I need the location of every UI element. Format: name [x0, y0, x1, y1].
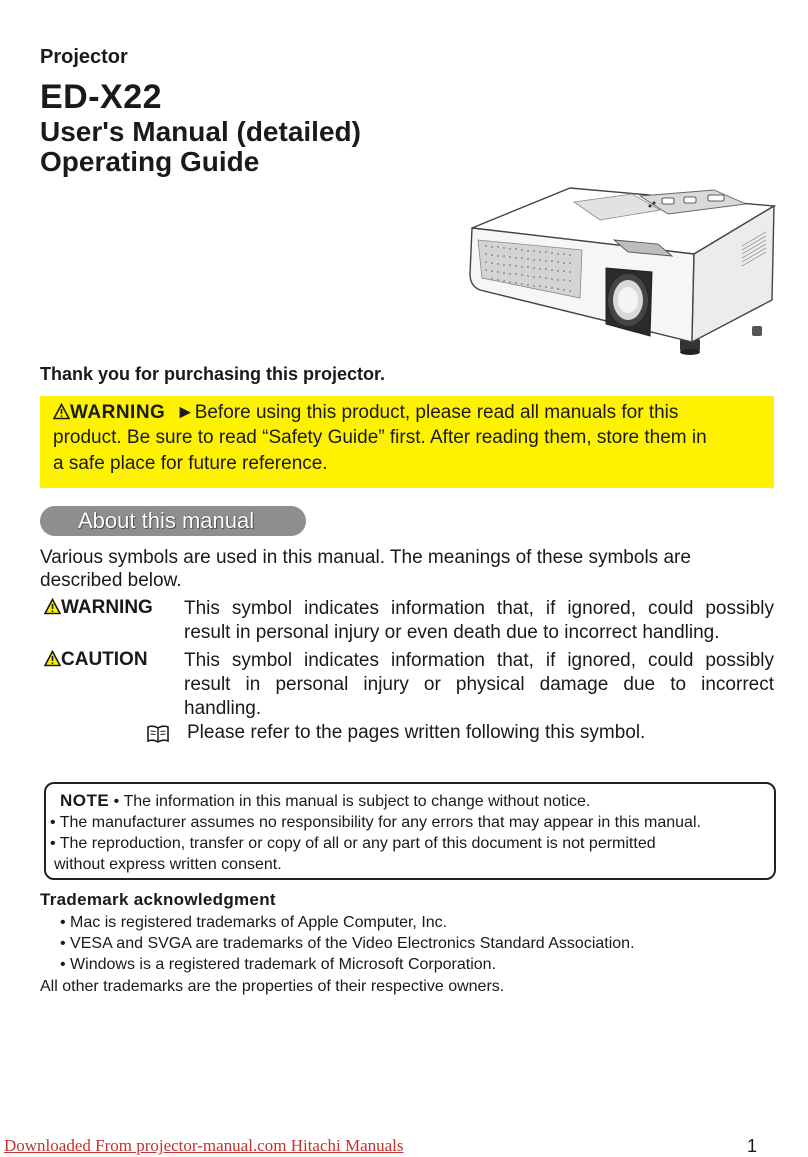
caution-symbol-text: CAUTION: [61, 649, 148, 670]
warning-triangle-icon: [44, 598, 61, 615]
note-text1: • The information in this manual is subject to change without notice.: [109, 793, 591, 810]
warning-box-text1: ►Before using this product, please read all manuals for this: [175, 402, 679, 423]
trademark-closing: All other trademarks are the properties of their respective owners.: [40, 978, 505, 995]
caution-desc-line1: This symbol indicates information that, if ignored, could possibly: [184, 650, 774, 671]
document-category: Projector: [40, 46, 128, 68]
warning-triangle-icon: [53, 403, 70, 420]
trademark-item: • VESA and SVGA are trademarks of the Video Electronics Standard Association.: [60, 935, 635, 952]
note-box: [44, 782, 776, 880]
page-number: 1: [747, 1136, 758, 1156]
book-icon: [146, 724, 170, 744]
trademark-item: • Mac is registered trademarks of Apple Computer, Inc.: [60, 914, 448, 931]
warning-box: [40, 396, 774, 488]
caution-desc-line2: result in personal injury or physical damage due to incorrect: [184, 674, 774, 695]
trademark-item: • Windows is a registered trademark of Microsoft Corporation.: [60, 956, 496, 973]
reference-symbol-text: Please refer to the pages written following this symbol.: [187, 722, 646, 743]
caution-desc-line3: handling.: [184, 698, 262, 719]
warning-desc-line1: This symbol indicates information that, if ignored, could possibly: [184, 598, 774, 619]
caution-triangle-icon: [44, 650, 61, 667]
note-line2: • The manufacturer assumes no responsibility for any errors that may appear in this manual.: [50, 814, 701, 831]
manual-title: User's Manual (detailed): [40, 116, 361, 147]
note-line3: • The reproduction, transfer or copy of all or any part of this document is not permitted: [50, 835, 656, 852]
trademark-heading: Trademark acknowledgment: [40, 890, 276, 909]
thank-you-text: Thank you for purchasing this projector.: [40, 364, 386, 384]
warning-symbol-text: WARNING: [61, 597, 153, 618]
intro-line2: described below.: [40, 570, 182, 591]
intro-line1: Various symbols are used in this manual. The meanings of these symbols are: [40, 547, 691, 568]
warning-box-line2: product. Be sure to read “Safety Guide” first. After reading them, store them in: [53, 427, 707, 448]
caution-symbol-label: [44, 649, 148, 671]
warning-box-line1: [53, 400, 678, 426]
model-name: ED-X22: [40, 78, 163, 116]
warning-box-line3: a safe place for future reference.: [53, 453, 328, 474]
manual-subtitle: Operating Guide: [40, 146, 260, 177]
download-source-link[interactable]: Downloaded From projector-manual.com Hitachi Manuals: [4, 1136, 404, 1155]
warning-box-label: WARNING: [70, 402, 166, 423]
section-heading-text: About this manual: [78, 508, 255, 533]
warning-desc-line2: result in personal injury or even death due to incorrect handling.: [184, 622, 720, 643]
projector-illustration: [462, 186, 778, 360]
note-label: NOTE: [60, 791, 110, 810]
note-line1: [60, 790, 590, 812]
warning-symbol-label: [44, 597, 153, 619]
section-heading: [40, 506, 306, 536]
note-line4: without express written consent.: [54, 856, 282, 873]
